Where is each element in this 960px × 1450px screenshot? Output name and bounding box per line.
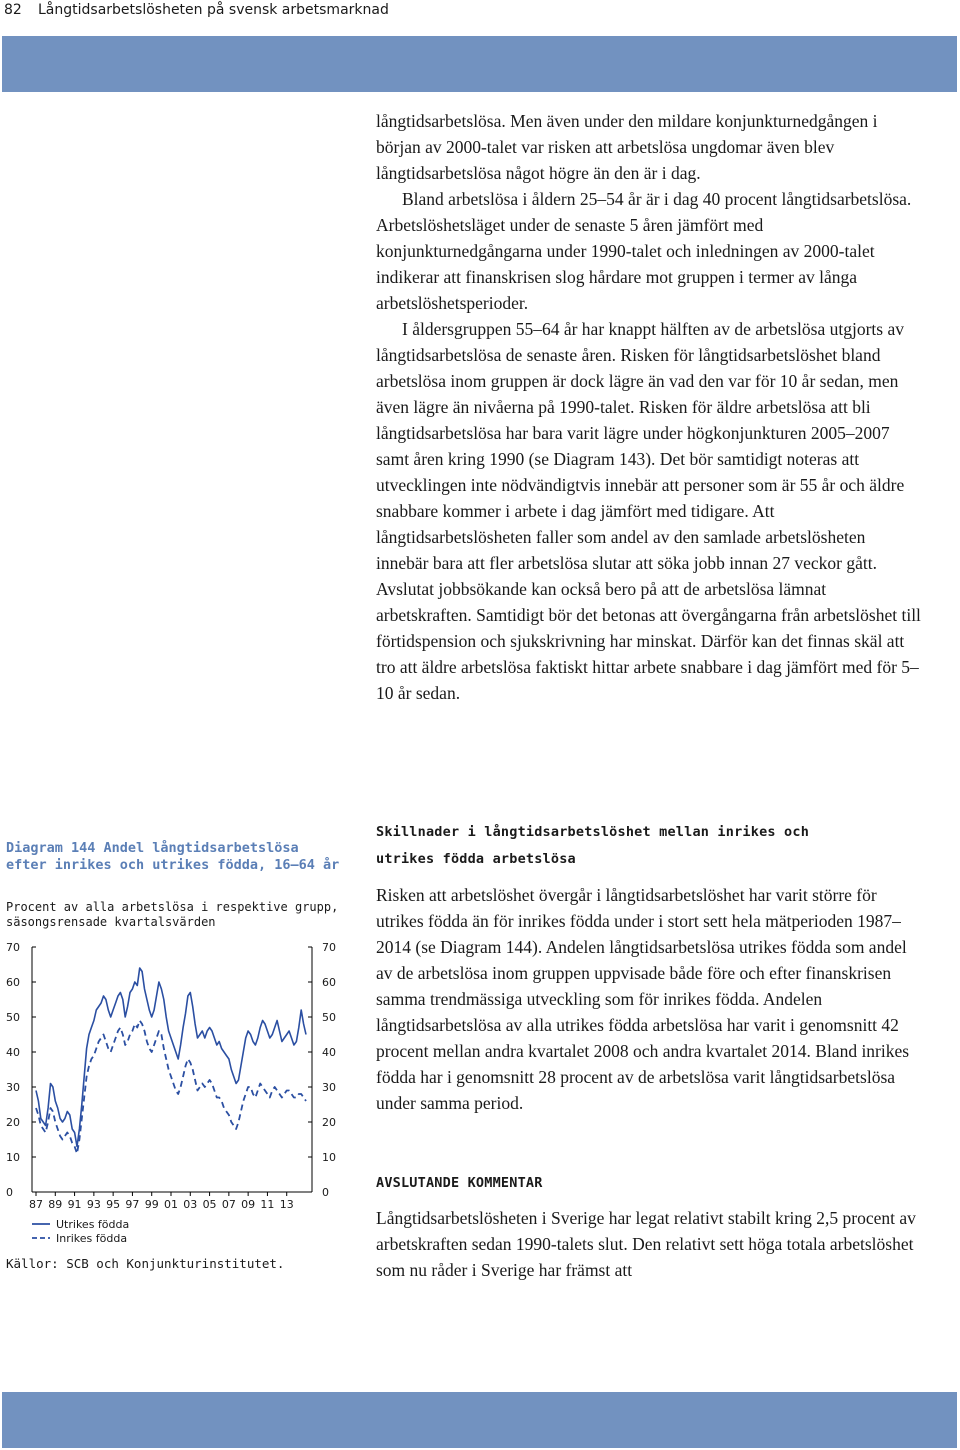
y-tick-label-right: 10 <box>322 1151 336 1164</box>
y-tick-label-left: 40 <box>6 1046 20 1059</box>
y-tick-label-right: 30 <box>322 1081 336 1094</box>
box-paragraph: Risken att arbetslöshet övergår i långtidsarbetslöshet har varit större för utrikes födda än för inrikes födda under i stort sett hela mätperioden 1987‒2014 (se Diagram 144). Andelen långtidsarbetslösa utrikes födda som andel av de arbetslösa inom gruppen uppvisade både före och efter finanskrisen samma trendmässiga utveckling som för inrikes födda. Andelen långtidsarbetslösa av alla utrikes födda arbetslösa har varit i genomsnitt 42 procent mellan andra kvartalet 2008 och andra kvartalet 2014. Bland inrikes födda har i genomsnitt 28 procent av de arbetslösa varit långtidsarbetslösa under samma period. <box>376 885 910 1113</box>
x-tick-label: 87 <box>29 1198 43 1211</box>
paragraph-1: långtidsarbetslösa. Men även under den mildare konjunkturnedgången i början av 2000-talet var risken att arbetslösa ungdomar även blev långtidsarbetslösa något högre än den är i dag. <box>376 111 878 183</box>
legend-label: Utrikes födda <box>56 1218 130 1231</box>
y-tick-label-right: 50 <box>322 1011 336 1024</box>
header-band <box>2 36 957 92</box>
x-tick-label: 95 <box>106 1198 121 1211</box>
figure-subtitle: Procent av alla arbetslösa i respektive grupp, säsongsrensade kvartalsvärden <box>6 900 339 929</box>
y-tick-label-right: 20 <box>322 1116 336 1129</box>
x-tick-label: 97 <box>125 1198 140 1211</box>
footer-band <box>2 1392 957 1448</box>
box-text <box>376 882 921 1116</box>
y-tick-label-right: 40 <box>322 1046 336 1059</box>
x-tick-label: 07 <box>221 1198 236 1211</box>
y-tick-label-right: 60 <box>322 976 336 989</box>
line-chart <box>0 933 350 1253</box>
figure-source: Källor: SCB och Konjunkturinstitutet. <box>6 1256 285 1271</box>
closing-heading: AVSLUTANDE KOMMENTAR <box>376 1175 543 1191</box>
closing-paragraph: Långtidsarbetslösheten i Sverige har legat relativt stabilt kring 2,5 procent av arbetskraften sedan 1990-talets slut. Den relativt sett höga totala arbetslöshet som nu råder i Sverige har främst att <box>376 1208 916 1280</box>
main-text <box>376 108 921 706</box>
x-tick-label: 93 <box>86 1198 101 1211</box>
x-tick-label: 91 <box>67 1198 82 1211</box>
x-tick-label: 03 <box>183 1198 198 1211</box>
running-header <box>0 0 960 22</box>
y-tick-label-left: 30 <box>6 1081 20 1094</box>
box-heading: Skillnader i långtidsarbetslöshet mellan inrikes och utrikes födda arbetslösa <box>376 824 810 867</box>
y-tick-label-left: 10 <box>6 1151 20 1164</box>
page-number: 82 <box>4 2 22 18</box>
x-tick-label: 05 <box>202 1198 217 1211</box>
figure <box>0 838 350 1278</box>
x-tick-label: 11 <box>260 1198 275 1211</box>
series-line-utrikes <box>36 968 306 1147</box>
legend-label: Inrikes födda <box>56 1232 128 1245</box>
y-tick-label-left: 20 <box>6 1116 20 1129</box>
x-tick-label: 01 <box>164 1198 178 1211</box>
paragraph-2: Bland arbetslösa i åldern 25‒54 år är i dag 40 procent långtidsarbetslösa. Arbetslöshetsläget under de senaste 5 åren jämfört med konjunkturnedgångarna under 1990-talet och inledningen av 2000-talet indikerar att finanskrisen slog hårdare mot gruppen i termer av långa arbetslöshetsperioder. <box>376 189 912 313</box>
x-tick-label: 09 <box>241 1198 256 1211</box>
paragraph-3: I åldersgruppen 55‒64 år har knappt hälften av de arbetslösa utgjorts av långtidsarbetslösa de senaste åren. Risken för långtidsarbetslöshet bland arbetslösa inom gruppen är dock lägre än vad den var för 10 år sedan, men även lägre än nivåerna på 1990-talet. Risken för äldre arbetslösa att bli långtidsarbetslösa har bara varit lägre under högkonjunkturen 2005‒2007 samt åren kring 1990 (se Diagram 143). Det bör samtidigt noteras att utvecklingen inte nödvändigtvis innebär att personer som är 55 år och äldre snabbare kommer i arbete i dag jämfört med tidigare. Att långtidsarbetslösheten faller som andel av den samlade arbetslösheten innebär bara att fler arbetslösa slutar att söka jobb innan 27 veckor gått. Avslutat jobbsökande kan också bero på att de arbetslösa lämnat arbetskraften. Samtidigt bör det betonas att övergångarna från arbetslöshet till förtidspension och sjukskrivning har minskat. Därför kan det finnas skäl att tro att äldre arbetslösa faktiskt hittar arbete snabbare i dag jämfört med för 5‒10 år sedan. <box>376 319 921 703</box>
figure-title: Diagram 144 Andel långtidsarbetslösa efter inrikes och utrikes födda, 16‒64 år <box>6 840 340 873</box>
y-tick-label-right: 70 <box>322 941 336 954</box>
y-tick-label-left: 70 <box>6 941 20 954</box>
y-tick-label-left: 60 <box>6 976 20 989</box>
y-tick-label-right: 0 <box>322 1186 329 1199</box>
y-tick-label-left: 50 <box>6 1011 20 1024</box>
running-title: Långtidsarbetslösheten på svensk arbetsmarknad <box>38 2 389 18</box>
y-tick-label-left: 0 <box>6 1186 13 1199</box>
closing-text <box>376 1205 921 1283</box>
x-tick-label: 99 <box>144 1198 159 1211</box>
x-tick-label: 89 <box>48 1198 63 1211</box>
x-tick-label: 13 <box>279 1198 294 1211</box>
